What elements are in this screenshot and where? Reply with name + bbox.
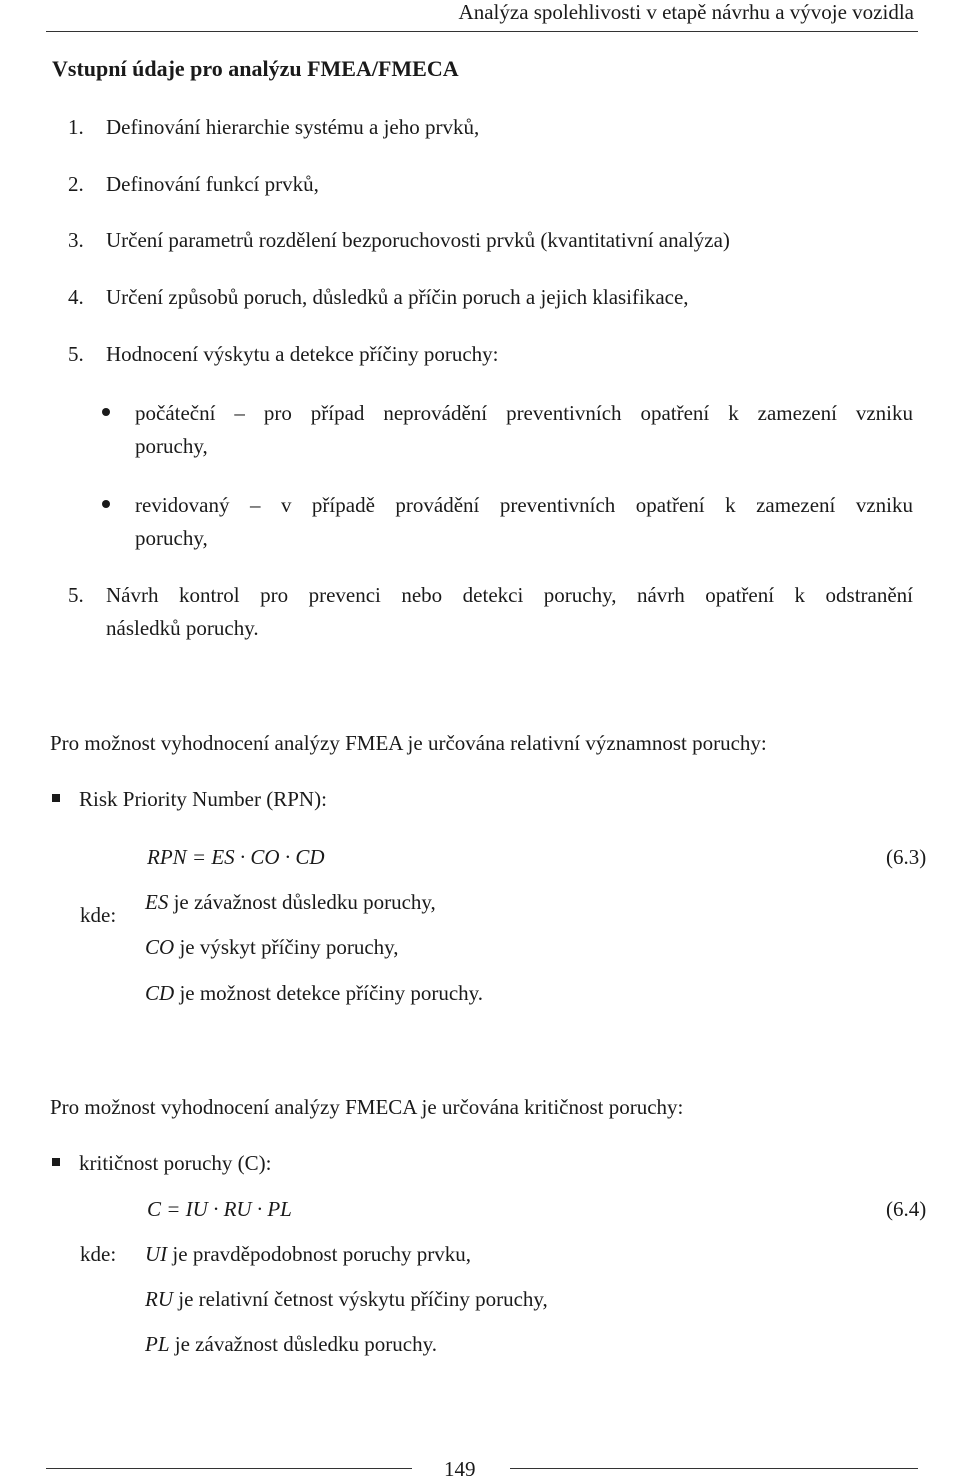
square-bullet-icon [52,794,60,802]
bullet-dot-icon [102,408,110,416]
definition-text: je závažnost důsledku poruchy. [169,1332,437,1356]
kde-label: kde: [80,1242,117,1266]
symbol: RU [145,1287,173,1311]
equation-number: (6.3) [886,845,927,869]
kde-label: kde: [80,903,117,927]
sub-bullet-line: počáteční – pro případ neprovádění preventivních opatření k zamezení vzniku [135,401,913,425]
list-number: 5. [68,342,84,366]
equation-number: (6.4) [886,1197,927,1221]
running-header: Analýza spolehlivosti v etapě návrhu a vývoje vozidla [458,0,914,24]
definition [145,1242,471,1267]
symbol: PL [145,1332,170,1356]
header-rule [46,31,918,32]
fmeca-bullet: kritičnost poruchy (C): [79,1151,272,1175]
section-heading: Vstupní údaje pro analýzu FMEA/FMECA [52,56,459,81]
list-number: 3. [68,228,84,252]
definition-text: je možnost detekce příčiny poruchy. [174,981,484,1005]
definition [145,890,436,915]
definition-text: je výskyt příčiny poruchy, [174,935,399,959]
bullet-dot-icon [102,500,110,508]
page-number: 149 [444,1457,476,1481]
sub-bullet-line: poruchy, [135,526,208,550]
sub-bullet-line: revidovaný – v případě provádění preventivních opatření k zamezení vzniku [135,493,913,517]
symbol: CO [145,935,175,959]
list-item [68,285,689,310]
list-number: 1. [68,115,84,139]
definition [145,935,399,960]
list-text: Definování hierarchie systému a jeho prvků, [106,115,480,139]
definition-text: je pravděpodobnost poruchy prvku, [167,1242,472,1266]
list-text: Určení parametrů rozdělení bezporuchovosti prvků (kvantitativní analýza) [106,228,730,252]
fmeca-intro: Pro možnost vyhodnocení analýzy FMECA je určována kritičnost poruchy: [50,1095,684,1119]
list-text: Návrh kontrol pro prevenci nebo detekci poruchy, návrh opatření k odstranění [106,583,913,607]
footer-rule-left [46,1468,412,1469]
list-number: 4. [68,285,84,309]
list-text: následků poruchy. [106,616,259,640]
list-item [68,115,479,140]
definition [145,1332,437,1357]
list-number: 5. [68,583,84,607]
symbol: ES [145,890,169,914]
fmea-intro: Pro možnost vyhodnocení analýzy FMEA je určována relativní významnost poruchy: [50,731,767,755]
symbol: CD [145,981,175,1005]
list-text: Určení způsobů poruch, důsledků a příčin poruch a jejich klasifikace, [106,285,689,309]
definition [145,981,483,1006]
list-number: 2. [68,172,84,196]
list-text: Definování funkcí prvků, [106,172,319,196]
list-item [68,228,730,253]
square-bullet-icon [52,1158,60,1166]
sub-bullet-line: poruchy, [135,434,208,458]
definition-text: je relativní četnost výskytu příčiny poruchy, [173,1287,548,1311]
list-item [68,172,319,197]
fmea-bullet: Risk Priority Number (RPN): [79,787,327,811]
list-item [68,342,498,367]
fmeca-formula: C = IU · RU · PL [147,1197,292,1221]
list-text: Hodnocení výskytu a detekce příčiny poruchy: [106,342,499,366]
footer-rule-right [510,1468,918,1469]
symbol: UI [145,1242,168,1266]
fmea-formula: RPN = ES · CO · CD [147,845,325,869]
definition [145,1287,548,1312]
definition-text: je závažnost důsledku poruchy, [168,890,436,914]
